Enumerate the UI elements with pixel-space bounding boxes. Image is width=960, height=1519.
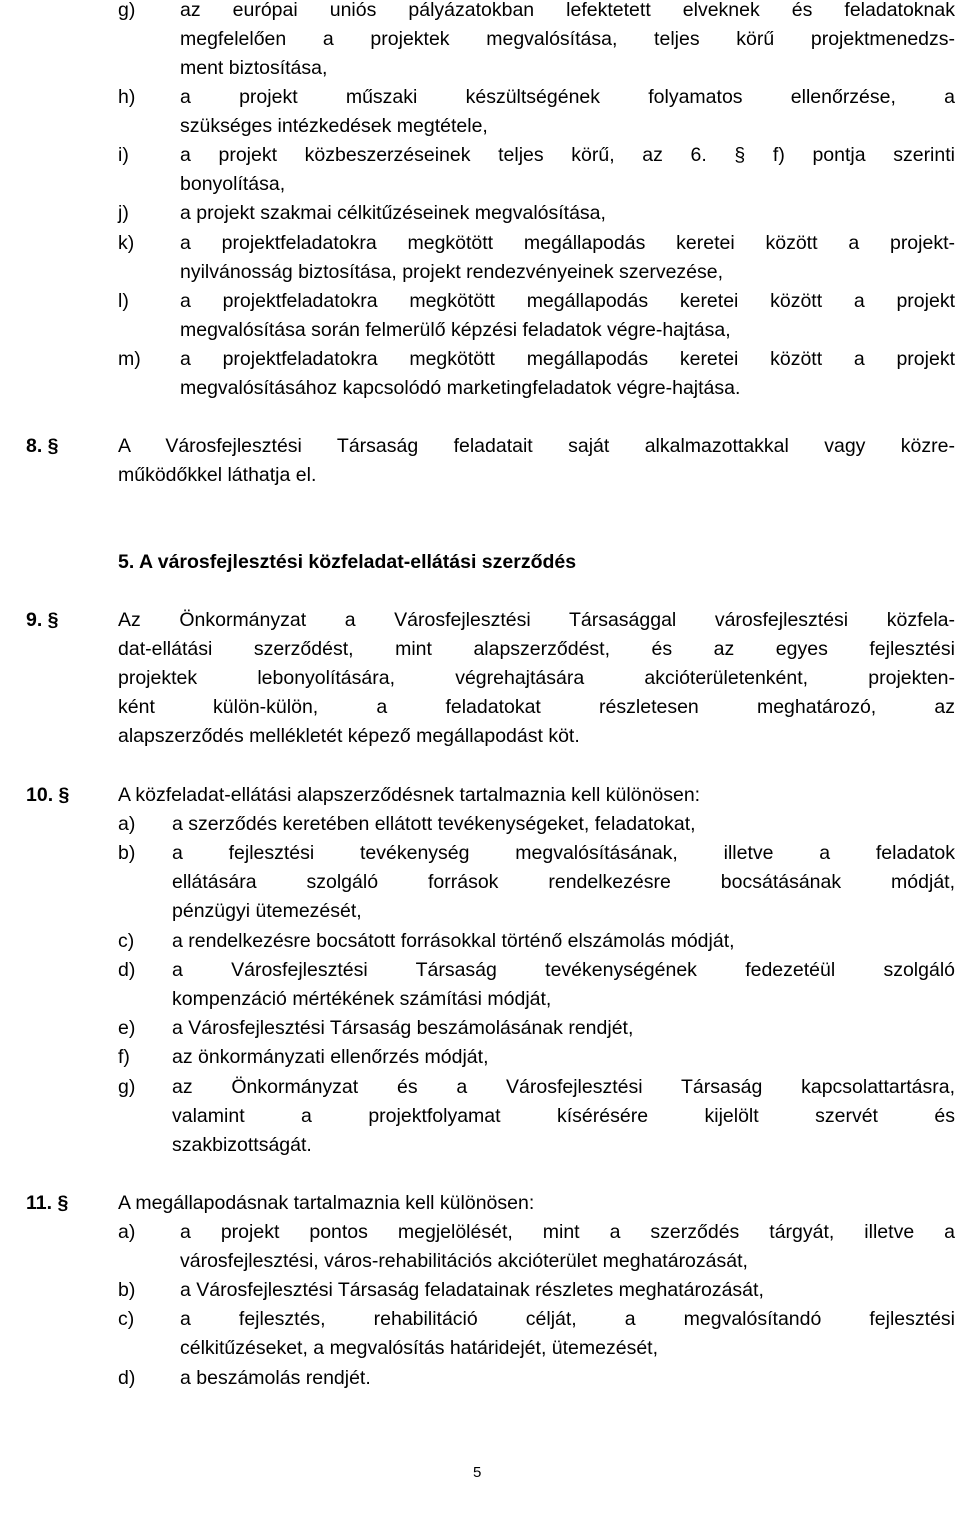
- list-item-text: a fejlesztés, rehabilitáció célját, a megvalósítandó fejlesztési: [180, 1308, 955, 1330]
- list-marker: g): [118, 0, 136, 21]
- list-item-text: ellátására szolgáló források rendelkezésre bocsátásának módját,: [172, 871, 955, 893]
- list-marker: m): [118, 348, 141, 370]
- list-item-text: a beszámolás rendjét.: [180, 1367, 371, 1389]
- list-item-text: a projektfeladatokra megkötött megállapodás keretei között a projekt: [180, 348, 955, 370]
- list-marker: h): [118, 86, 136, 108]
- paragraph-text: projektek lebonyolítására, végrehajtására akcióterületenként, projekten-: [118, 667, 955, 689]
- list-item-text: a Városfejlesztési Társaság feladatainak részletes meghatározását,: [180, 1279, 764, 1301]
- paragraph-text: ként külön-külön, a feladatokat részletesen meghatározó, az: [118, 696, 955, 718]
- list-item-text: a projekt szakmai célkitűzéseinek megvalósítása,: [180, 202, 606, 224]
- list-item-text: a projekt műszaki készültségének folyamatos ellenőrzése, a: [180, 86, 955, 108]
- list-marker: c): [118, 1308, 135, 1330]
- list-marker: d): [118, 1367, 136, 1389]
- list-marker: k): [118, 232, 135, 254]
- list-item-text: a fejlesztési tevékenység megvalósításának, illetve a feladatok: [172, 842, 955, 864]
- list-marker: b): [118, 1279, 136, 1301]
- list-item-text: az európai uniós pályázatokban lefektetett elveknek és feladatoknak: [180, 0, 955, 21]
- section-heading: 5. A városfejlesztési közfeladat-ellátási szerződés: [118, 551, 577, 573]
- list-item-text: szükséges intézkedések megtétele,: [180, 115, 488, 137]
- list-item-text: a szerződés keretében ellátott tevékenységeket, feladatokat,: [172, 813, 696, 835]
- list-item-text: a rendelkezésre bocsátott forrásokkal történő elszámolás módját,: [172, 930, 735, 952]
- list-item-text: szakbizottságát.: [172, 1134, 312, 1156]
- list-marker: c): [118, 930, 135, 952]
- list-item-text: ment biztosítása,: [180, 57, 328, 79]
- list-item-text: az Önkormányzat és a Városfejlesztési Társaság kapcsolattartásra,: [172, 1076, 955, 1098]
- paragraph-text: A Városfejlesztési Társaság feladatait saját alkalmazottakkal vagy közre-: [118, 435, 955, 457]
- list-marker: a): [118, 1221, 136, 1243]
- list-marker: g): [118, 1076, 136, 1098]
- list-item-text: az önkormányzati ellenőrzés módját,: [172, 1046, 489, 1068]
- paragraph-number: 8. §: [26, 435, 59, 457]
- list-item-text: a projekt pontos megjelölését, mint a szerződés tárgyát, illetve a: [180, 1221, 955, 1243]
- paragraph-intro: A megállapodásnak tartalmaznia kell különösen:: [118, 1192, 535, 1214]
- list-item-text: pénzügyi ütemezését,: [172, 900, 362, 922]
- list-item-text: a projektfeladatokra megkötött megállapodás keretei között a projekt-: [180, 232, 955, 254]
- paragraph-text: alapszerződés mellékletét képező megállapodást köt.: [118, 725, 580, 747]
- paragraph-number: 11. §: [26, 1192, 69, 1214]
- list-marker: j): [118, 202, 129, 224]
- list-item-text: kompenzáció mértékének számítási módját,: [172, 988, 552, 1010]
- list-item-text: célkitűzéseket, a megvalósítás határidejét, ütemezését,: [180, 1337, 658, 1359]
- paragraph-number: 9. §: [26, 609, 59, 631]
- page-number: 5: [473, 1464, 482, 1481]
- list-marker: f): [118, 1046, 130, 1068]
- list-marker: a): [118, 813, 136, 835]
- list-item-text: a Városfejlesztési Társaság beszámolásának rendjét,: [172, 1017, 634, 1039]
- paragraph-intro: A közfeladat-ellátási alapszerződésnek tartalmaznia kell különösen:: [118, 784, 701, 806]
- paragraph-text: működőkkel láthatja el.: [118, 464, 317, 486]
- list-marker: d): [118, 959, 136, 981]
- list-item-text: megfelelően a projektek megvalósítása, teljes körű projektmenedzs-: [180, 28, 955, 50]
- list-item-text: a projekt közbeszerzéseinek teljes körű, az 6. § f) pontja szerinti: [180, 144, 955, 166]
- list-marker: l): [118, 290, 129, 312]
- list-marker: e): [118, 1017, 136, 1039]
- list-item-text: a projektfeladatokra megkötött megállapodás keretei között a projekt: [180, 290, 955, 312]
- list-item-text: megvalósítása során felmerülő képzési feladatok végre-hajtása,: [180, 319, 731, 341]
- paragraph-number: 10. §: [26, 784, 70, 806]
- list-item-text: valamint a projektfolyamat kísérésére kijelölt szervét és: [172, 1105, 955, 1127]
- paragraph-text: Az Önkormányzat a Városfejlesztési Társasággal városfejlesztési közfela-: [118, 609, 955, 631]
- list-marker: i): [118, 144, 129, 166]
- list-item-text: megvalósításához kapcsolódó marketingfeladatok végre-hajtása.: [180, 377, 741, 399]
- list-item-text: a Városfejlesztési Társaság tevékenységének fedezetéül szolgáló: [172, 959, 955, 981]
- list-item-text: nyilvánosság biztosítása, projekt rendezvényeinek szervezése,: [180, 261, 724, 283]
- list-item-text: bonyolítása,: [180, 173, 286, 195]
- list-item-text: városfejlesztési, város-rehabilitációs akcióterület meghatározását,: [180, 1250, 748, 1272]
- list-marker: b): [118, 842, 136, 864]
- paragraph-text: dat-ellátási szerződést, mint alapszerződést, és az egyes fejlesztési: [118, 638, 955, 660]
